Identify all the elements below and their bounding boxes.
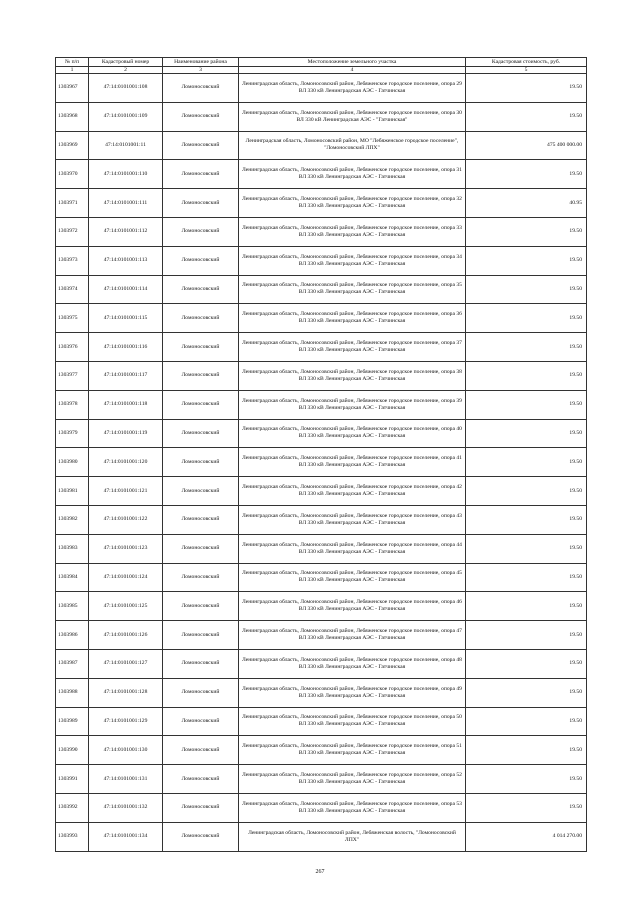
district-cell: Ломоносовский	[163, 390, 239, 419]
cadastral-number-cell: 47:14:0101001:119	[89, 419, 163, 448]
row-id-cell: 1303968	[56, 102, 89, 131]
cadastral-number-cell: 47:14:0101001:129	[89, 707, 163, 736]
value-cell: 19.50	[466, 217, 587, 246]
location-cell: Ленинградская область, Ломоносовский район, Лебяженское городское поселение, опора 44 ВЛ 330 кВ Ленинградская АЭС - Гатчинская	[239, 534, 466, 563]
value-cell: 19.50	[466, 765, 587, 794]
row-id-cell: 1303986	[56, 621, 89, 650]
table-row	[56, 621, 587, 650]
row-id-cell: 1303976	[56, 333, 89, 362]
district-cell: Ломоносовский	[163, 822, 239, 851]
row-id-cell: 1303973	[56, 246, 89, 275]
value-cell: 19.50	[466, 333, 587, 362]
cadastral-number-cell: 47:14:0101001:113	[89, 246, 163, 275]
value-cell: 19.50	[466, 246, 587, 275]
row-id-cell: 1303989	[56, 707, 89, 736]
table-row	[56, 678, 587, 707]
district-cell: Ломоносовский	[163, 477, 239, 506]
cadastral-number-cell: 47:14:0101001:115	[89, 304, 163, 333]
row-id-cell: 1303984	[56, 563, 89, 592]
table-row	[56, 793, 587, 822]
location-cell: Ленинградская область, Ломоносовский район, Лебяженское городское поселение, опора 29 ВЛ 330 кВ Ленинградская АЭС - Гатчинская	[239, 74, 466, 103]
value-cell: 19.50	[466, 534, 587, 563]
value-cell: 19.50	[466, 419, 587, 448]
location-cell: Ленинградская область, Ломоносовский район, Лебяженское городское поселение, опора 31 ВЛ 330 кВ Ленинградская АЭС - Гатчинская	[239, 160, 466, 189]
district-cell: Ломоносовский	[163, 736, 239, 765]
value-cell: 19.50	[466, 707, 587, 736]
table-row	[56, 160, 587, 189]
value-cell: 19.50	[466, 736, 587, 765]
district-cell: Ломоносовский	[163, 304, 239, 333]
value-cell: 40.95	[466, 189, 587, 218]
cadastral-number-cell: 47:14:0101001:126	[89, 621, 163, 650]
district-cell: Ломоносовский	[163, 275, 239, 304]
cadastral-number-cell: 47:14:0101001:134	[89, 822, 163, 851]
location-cell: Ленинградская область, Ломоносовский район, Лебяженское городское поселение, опора 48 ВЛ 330 кВ Ленинградская АЭС - Гатчинская	[239, 649, 466, 678]
district-cell: Ломоносовский	[163, 419, 239, 448]
district-cell: Ломоносовский	[163, 160, 239, 189]
header-row	[56, 58, 587, 67]
cadastral-number-cell: 47:14:0101001:117	[89, 361, 163, 390]
district-cell: Ломоносовский	[163, 246, 239, 275]
table-row	[56, 74, 587, 103]
row-id-cell: 1303993	[56, 822, 89, 851]
table-row	[56, 361, 587, 390]
row-id-cell: 1303987	[56, 649, 89, 678]
location-cell: Ленинградская область, Ломоносовский район, Лебяженское городское поселение, опора 39 ВЛ 330 кВ Ленинградская АЭС - Гатчинская	[239, 390, 466, 419]
district-cell: Ломоносовский	[163, 707, 239, 736]
cadastral-number-cell: 47:14:0101001:131	[89, 765, 163, 794]
table-row	[56, 419, 587, 448]
cadastral-number-cell: 47:14:0101001:132	[89, 793, 163, 822]
location-cell: Ленинградская область, Ломоносовский район, Лебяженское городское поселение, опора 35 ВЛ 330 кВ Ленинградская АЭС - Гатчинская	[239, 275, 466, 304]
row-id-cell: 1303967	[56, 74, 89, 103]
row-id-cell: 1303978	[56, 390, 89, 419]
row-id-cell: 1303992	[56, 793, 89, 822]
cadastral-number-cell: 47:14:0101001:116	[89, 333, 163, 362]
cadastral-number-cell: 47:14:0101001:121	[89, 477, 163, 506]
district-cell: Ломоносовский	[163, 793, 239, 822]
row-id-cell: 1303980	[56, 448, 89, 477]
cadastral-number-cell: 47:14:0101001:109	[89, 102, 163, 131]
value-cell: 19.50	[466, 74, 587, 103]
value-cell: 19.50	[466, 448, 587, 477]
column-number: 1	[56, 67, 89, 74]
header-cadastral-number: Кадастровый номер	[89, 58, 163, 67]
row-id-cell: 1303970	[56, 160, 89, 189]
location-cell: Ленинградская область, Ломоносовский район, Лебяженское городское поселение, опора 47 ВЛ 330 кВ Ленинградская АЭС - Гатчинская	[239, 621, 466, 650]
district-cell: Ломоносовский	[163, 217, 239, 246]
cadastral-number-cell: 47:14:0101001:110	[89, 160, 163, 189]
value-cell: 19.50	[466, 477, 587, 506]
value-cell: 19.50	[466, 592, 587, 621]
value-cell: 19.50	[466, 621, 587, 650]
table-row	[56, 765, 587, 794]
cadastral-number-cell: 47:14:0101001:127	[89, 649, 163, 678]
value-cell: 19.50	[466, 160, 587, 189]
value-cell: 475 400 000.00	[466, 131, 587, 160]
table-row	[56, 563, 587, 592]
cadastral-number-cell: 47:14:0101001:114	[89, 275, 163, 304]
cadastral-number-cell: 47:14:0101001:128	[89, 678, 163, 707]
location-cell: Ленинградская область, Ломоносовский район, МО "Лебяженское городское поселение", "Ломоносовский ЛПХ"	[239, 131, 466, 160]
cadastral-number-cell: 47:14:0101001:112	[89, 217, 163, 246]
row-id-cell: 1303991	[56, 765, 89, 794]
location-cell: Ленинградская область, Ломоносовский район, Лебяженское городское поселение, опора 43 ВЛ 330 кВ Ленинградская АЭС - Гатчинская	[239, 505, 466, 534]
cadastral-table	[55, 57, 587, 852]
district-cell: Ломоносовский	[163, 448, 239, 477]
cadastral-number-cell: 47:14:0101001:11	[89, 131, 163, 160]
column-number: 4	[239, 67, 466, 74]
district-cell: Ломоносовский	[163, 534, 239, 563]
table-row	[56, 333, 587, 362]
cadastral-number-cell: 47:14:0101001:118	[89, 390, 163, 419]
row-id-cell: 1303971	[56, 189, 89, 218]
table-row	[56, 304, 587, 333]
district-cell: Ломоносовский	[163, 131, 239, 160]
district-cell: Ломоносовский	[163, 765, 239, 794]
table-row	[56, 534, 587, 563]
value-cell: 19.50	[466, 649, 587, 678]
value-cell: 19.50	[466, 361, 587, 390]
location-cell: Ленинградская область, Ломоносовский район, Лебяженское городское поселение, опора 46 ВЛ 330 кВ Ленинградская АЭС - Гатчинская	[239, 592, 466, 621]
location-cell: Ленинградская область, Ломоносовский район, Лебяженское городское поселение, опора 53 ВЛ 330 кВ Ленинградская АЭС - Гатчинская	[239, 793, 466, 822]
location-cell: Ленинградская область, Ломоносовский район, Лебяженское городское поселение, опора 36 ВЛ 330 кВ Ленинградская АЭС - Гатчинская	[239, 304, 466, 333]
table-row	[56, 246, 587, 275]
location-cell: Ленинградская область, Ломоносовский район, Лебяженская волость, "Ломоносовский ЛПХ"	[239, 822, 466, 851]
header-district: Наименование района	[163, 58, 239, 67]
row-id-cell: 1303969	[56, 131, 89, 160]
header-location: Местоположение земельного участка	[239, 58, 466, 67]
row-id-cell: 1303974	[56, 275, 89, 304]
table-row	[56, 102, 587, 131]
district-cell: Ломоносовский	[163, 102, 239, 131]
cadastral-number-cell: 47:14:0101001:123	[89, 534, 163, 563]
row-id-cell: 1303979	[56, 419, 89, 448]
row-id-cell: 1303988	[56, 678, 89, 707]
cadastral-number-cell: 47:14:0101001:130	[89, 736, 163, 765]
district-cell: Ломоносовский	[163, 189, 239, 218]
value-cell: 19.50	[466, 793, 587, 822]
value-cell: 19.50	[466, 275, 587, 304]
district-cell: Ломоносовский	[163, 649, 239, 678]
row-id-cell: 1303982	[56, 505, 89, 534]
location-cell: Ленинградская область, Ломоносовский район, Лебяженское городское поселение, опора 41 ВЛ 330 кВ Ленинградская АЭС - Гатчинская	[239, 448, 466, 477]
table-row	[56, 822, 587, 851]
district-cell: Ломоносовский	[163, 678, 239, 707]
page-number: 267	[315, 869, 325, 875]
row-id-cell: 1303981	[56, 477, 89, 506]
table-row	[56, 592, 587, 621]
district-cell: Ломоносовский	[163, 333, 239, 362]
district-cell: Ломоносовский	[163, 361, 239, 390]
table-row	[56, 390, 587, 419]
value-cell: 19.50	[466, 304, 587, 333]
row-id-cell: 1303975	[56, 304, 89, 333]
table-row	[56, 448, 587, 477]
value-cell: 19.50	[466, 678, 587, 707]
location-cell: Ленинградская область, Ломоносовский район, Лебяженское городское поселение, опора 38 ВЛ 330 кВ Ленинградская АЭС - Гатчинская	[239, 361, 466, 390]
value-cell: 19.50	[466, 505, 587, 534]
cadastral-number-cell: 47:14:0101001:125	[89, 592, 163, 621]
cadastral-number-cell: 47:14:0101001:108	[89, 74, 163, 103]
location-cell: Ленинградская область, Ломоносовский район, Лебяженское городское поселение, опора 45 ВЛ 330 кВ Ленинградская АЭС - Гатчинская	[239, 563, 466, 592]
location-cell: Ленинградская область, Ломоносовский район, Лебяженское городское поселение, опора 42 ВЛ 330 кВ Ленинградская АЭС - Гатчинская	[239, 477, 466, 506]
table-row	[56, 131, 587, 160]
location-cell: Ленинградская область, Ломоносовский район, Лебяженское городское поселение, опора 50 ВЛ 330 кВ Ленинградская АЭС - Гатчинская	[239, 707, 466, 736]
table-row	[56, 736, 587, 765]
row-id-cell: 1303977	[56, 361, 89, 390]
row-id-cell: 1303990	[56, 736, 89, 765]
location-cell: Ленинградская область, Ломоносовский район, Лебяженское городское поселение, опора 33 ВЛ 330 кВ Ленинградская АЭС - Гатчинская	[239, 217, 466, 246]
cadastral-number-cell: 47:14:0101001:111	[89, 189, 163, 218]
column-number: 2	[89, 67, 163, 74]
table-row	[56, 505, 587, 534]
row-id-cell: 1303972	[56, 217, 89, 246]
cadastral-number-cell: 47:14:0101001:124	[89, 563, 163, 592]
location-cell: Ленинградская область, Ломоносовский район, Лебяженское городское поселение, опора 34 ВЛ 330 кВ Ленинградская АЭС - Гатчинская	[239, 246, 466, 275]
table-row	[56, 217, 587, 246]
header-value: Кадастровая стоимость, руб.	[466, 58, 587, 67]
table-row	[56, 649, 587, 678]
value-cell: 19.50	[466, 102, 587, 131]
column-number: 5	[466, 67, 587, 74]
location-cell: Ленинградская область, Ломоносовский район, Лебяженское городское поселение, опора 51 ВЛ 330 кВ Ленинградская АЭС - Гатчинская	[239, 736, 466, 765]
district-cell: Ломоносовский	[163, 621, 239, 650]
cadastral-number-cell: 47:14:0101001:120	[89, 448, 163, 477]
column-number: 3	[163, 67, 239, 74]
header-id: № п/п	[56, 58, 89, 67]
table-row	[56, 189, 587, 218]
column-number-row	[56, 67, 587, 74]
location-cell: Ленинградская область, Ломоносовский район, Лебяженское городское поселение, опора 40 ВЛ 330 кВ Ленинградская АЭС - Гатчинская	[239, 419, 466, 448]
district-cell: Ломоносовский	[163, 505, 239, 534]
location-cell: Ленинградская область, Ломоносовский район, Лебяженское городское поселение, опора 37 ВЛ 330 кВ Ленинградская АЭС - Гатчинская	[239, 333, 466, 362]
district-cell: Ломоносовский	[163, 74, 239, 103]
location-cell: Ленинградская область, Ломоносовский район, Лебяженское городское поселение, опора 49 ВЛ 330 кВ Ленинградская АЭС - Гатчинская	[239, 678, 466, 707]
location-cell: Ленинградская область, Ломоносовский район, Лебяженское городское поселение, опора 52 ВЛ 330 кВ Ленинградская АЭС - Гатчинская	[239, 765, 466, 794]
table-body	[56, 74, 587, 852]
table-row	[56, 477, 587, 506]
location-cell: Ленинградская область, Ломоносовский район, Лебяженское городское поселение, опора 30 ВЛ 330 кВ Ленинградская АЭС - "Гатчинская"	[239, 102, 466, 131]
district-cell: Ломоносовский	[163, 563, 239, 592]
location-cell: Ленинградская область, Ломоносовский район, Лебяженское городское поселение, опора 32 ВЛ 330 кВ Ленинградская АЭС - Гатчинская	[239, 189, 466, 218]
value-cell: 19.50	[466, 563, 587, 592]
value-cell: 4 014 270.00	[466, 822, 587, 851]
table-row	[56, 275, 587, 304]
district-cell: Ломоносовский	[163, 592, 239, 621]
value-cell: 19.50	[466, 390, 587, 419]
row-id-cell: 1303985	[56, 592, 89, 621]
cadastral-number-cell: 47:14:0101001:122	[89, 505, 163, 534]
row-id-cell: 1303983	[56, 534, 89, 563]
table-row	[56, 707, 587, 736]
